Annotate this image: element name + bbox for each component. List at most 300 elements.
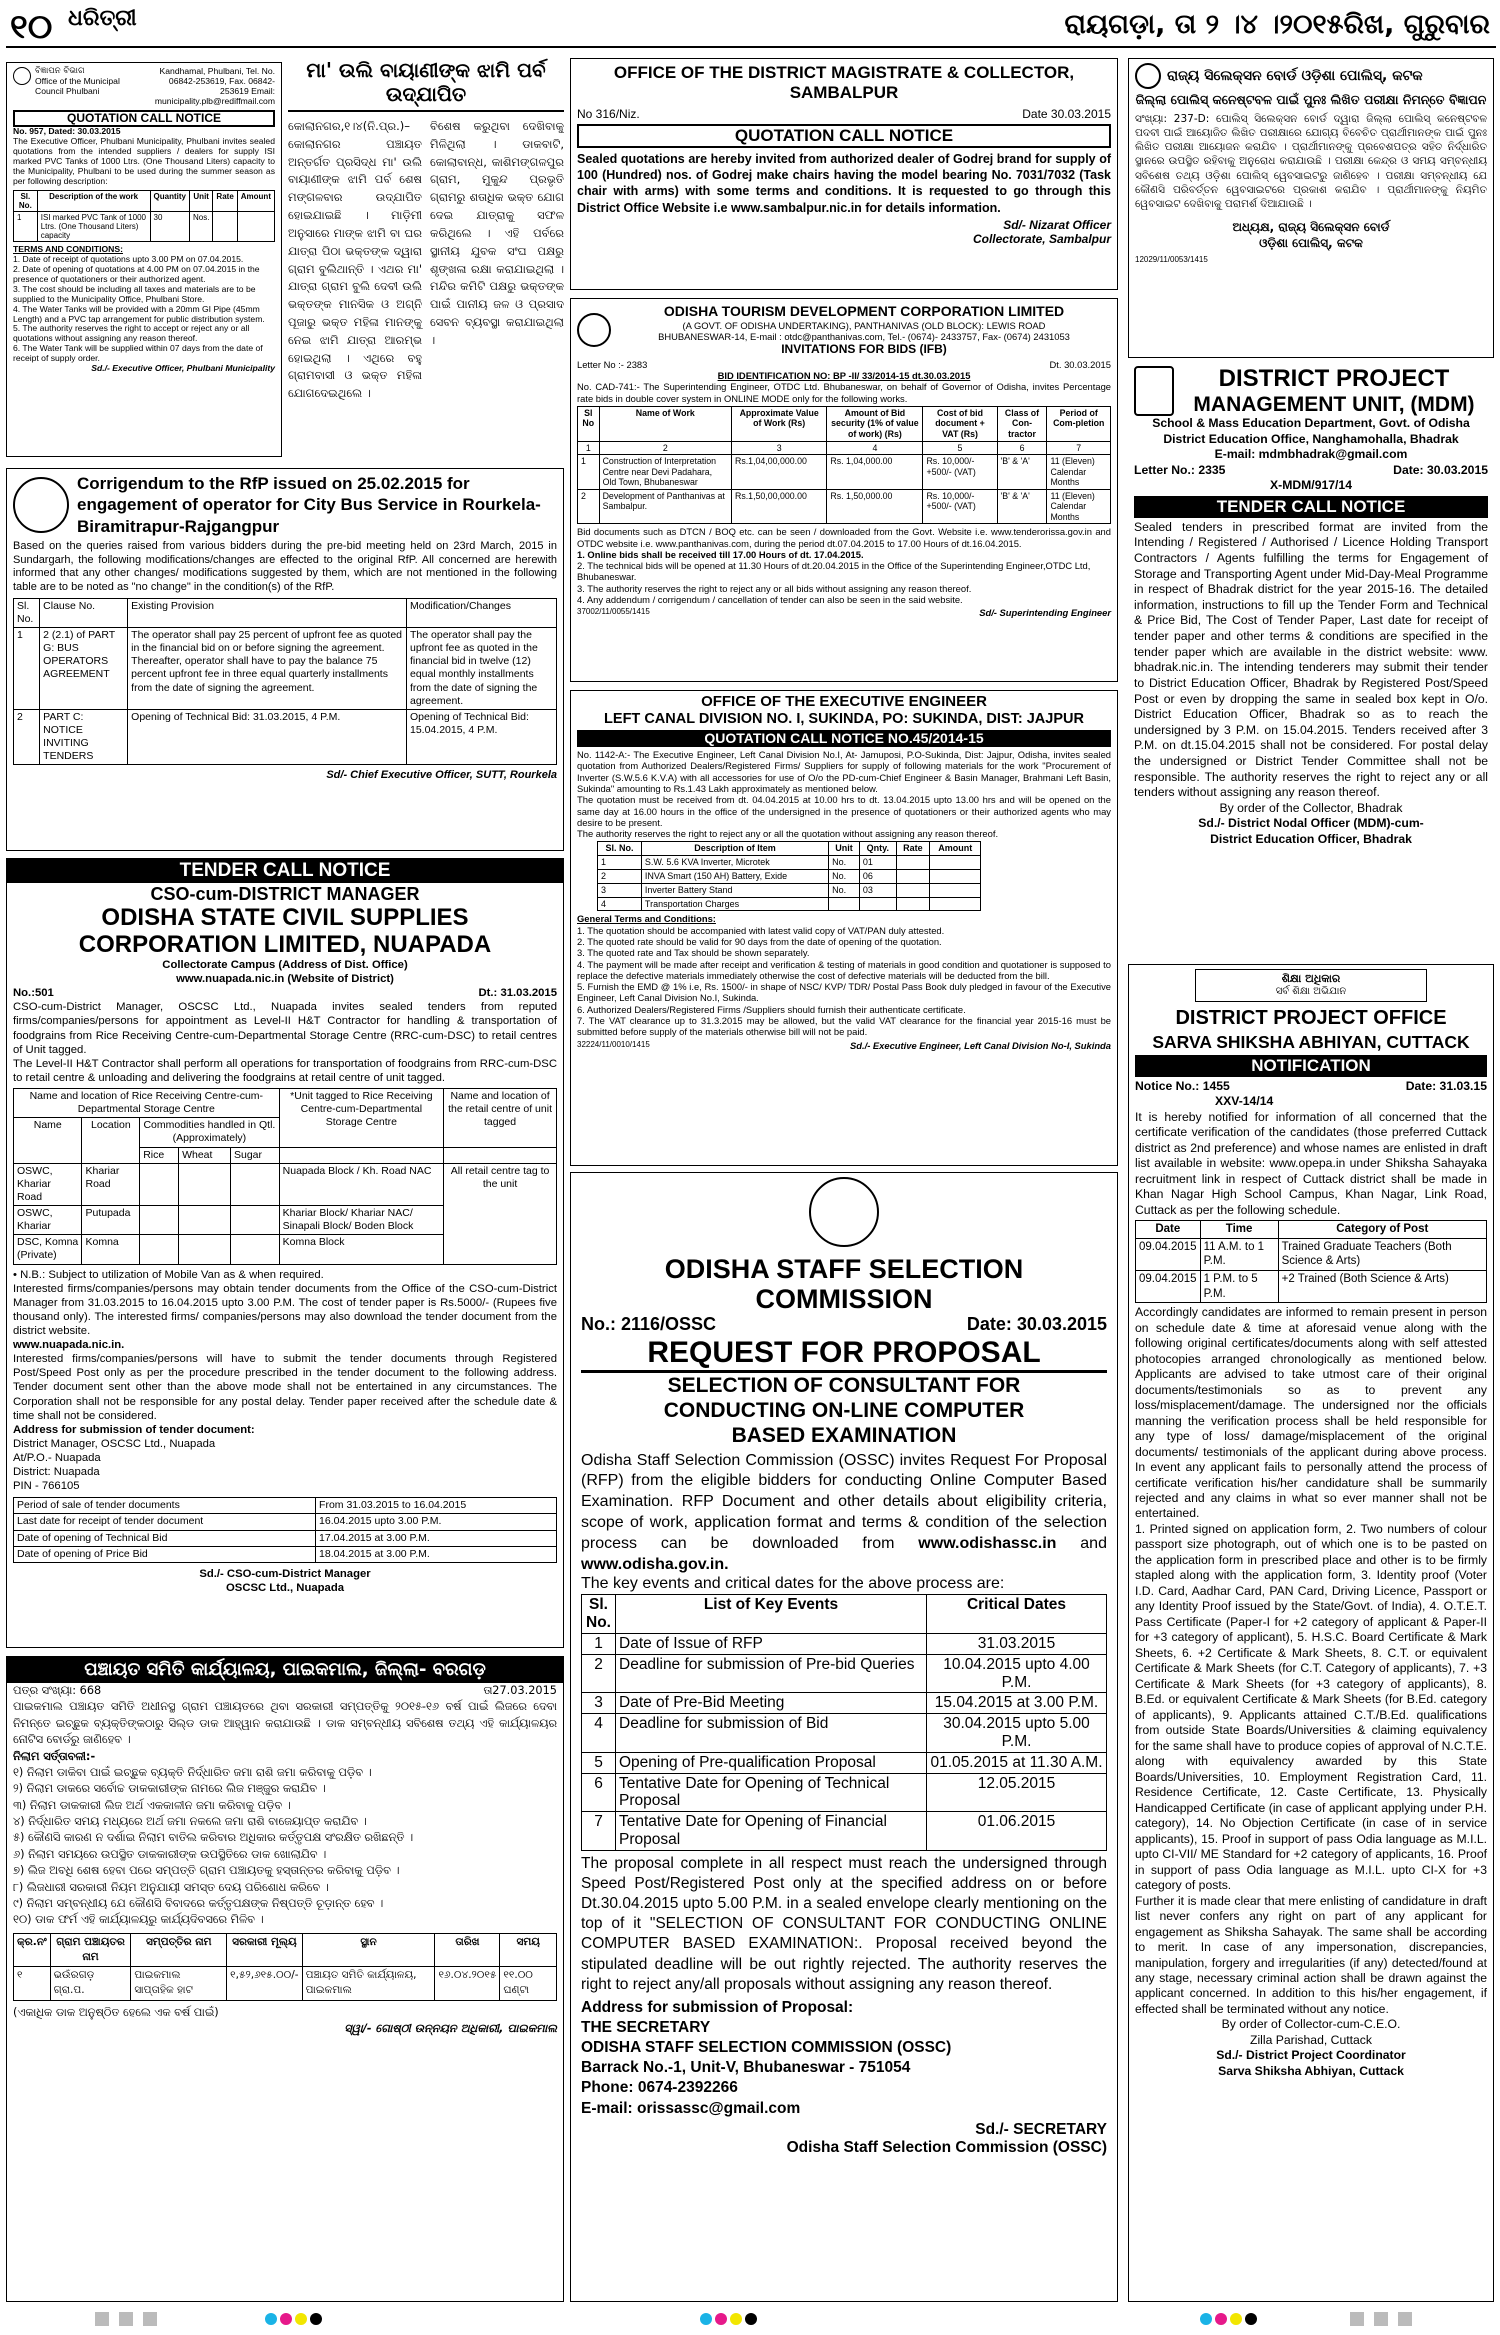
text: The key events and critical dates for the above process are: (581, 1575, 1005, 1593)
text: ୨) ନିଲାମ ଡାକରେ ସର୍ବୋଚ୍ଚ ଡାକକାରୀଙ୍କ ନାମରେ ଲିଜ ମଞ୍ଜୁର କରାଯିବ । (13, 1782, 326, 1796)
table-cell: Nuapada Block / Kh. Road NAC (279, 1163, 443, 1205)
table-row (1136, 1270, 1487, 1302)
text: CONDUCTING ON-LINE COMPUTER (663, 1399, 1025, 1423)
table-cell: 1 (14, 211, 38, 242)
table-cell: 11 (Eleven) Calendar Months (1047, 489, 1111, 524)
table-cell (237, 211, 274, 242)
phulbani-table (13, 190, 275, 243)
table-header-cell: Amount of Bid security (1% of value of work) (Rs) (827, 406, 923, 441)
table-cell: Deadline for submission of Bid (616, 1714, 927, 1753)
table-row (582, 1633, 1107, 1654)
text: No.: 2116/OSSC (581, 1314, 717, 1335)
table-cell: Date of opening of Price Bid (14, 1546, 316, 1562)
text: Date: 30.03.2015 (966, 1314, 1107, 1335)
text: Address for submission of tender document: (13, 1423, 255, 1436)
table-header-cell: Rate (896, 842, 929, 856)
color-dots-1 (265, 2312, 325, 2329)
table-cell (179, 1163, 231, 1205)
table-cell (929, 870, 980, 884)
table-cell: ୧ (14, 1967, 51, 2000)
text: School & Mass Education Department, Govt. of Odisha (1152, 416, 1470, 430)
table-header-cell: List of Key Events (616, 1595, 927, 1634)
paikmal-table (13, 1933, 557, 2001)
table-header-cell: Sl. No. (582, 1595, 616, 1634)
text: • N.B.: Subject to utilization of Mobile Van as & when required. (13, 1268, 324, 1281)
table-row (14, 1089, 557, 1118)
table-cell: DSC, Komna (Private) (14, 1235, 82, 1264)
odia-article (288, 58, 564, 458)
table-cell: No. (829, 883, 860, 897)
text: Sd./- SECRETARY (975, 2120, 1107, 2138)
table-row (1136, 1221, 1487, 1239)
otdc-title: ODISHA TOURISM DEVELOPMENT CORPORATION LIMITED (663, 303, 1065, 319)
table-cell: Trained Graduate Teachers (Both Science & Arts) (1278, 1238, 1486, 1270)
text: 37002/11/0055/1415 (577, 607, 650, 617)
registration-marks-left (95, 2312, 167, 2330)
table-cell: 2 (578, 489, 600, 524)
table-row (14, 1967, 557, 2000)
table-row (14, 598, 557, 627)
table-cell: 7 (1047, 441, 1111, 455)
text: Sd/- Chief Executive Officer, SUTT, Rourkela (326, 769, 557, 782)
table-cell: Transportation Charges (641, 897, 828, 911)
page-number: ୧୦ (10, 7, 53, 47)
table-row (582, 1773, 1107, 1812)
text: 12029/11/0053/1415 (1135, 255, 1208, 265)
police-title: ରାଜ୍ୟ ସିଲେକ୍‌ସନ ବୋର୍ଡ ଓଡ଼ିଶା ପୋଲିସ୍, କଟକ (1167, 67, 1423, 84)
text: 6. The Water Tank will be supplied within 07 days from the date of receipt of supply order. (13, 343, 263, 364)
table-cell: 1 (582, 1633, 616, 1654)
table-cell: Deadline for submission of Pre-bid Queries (616, 1654, 927, 1693)
table-cell: Rice (140, 1147, 179, 1163)
table-header-cell: ତାରିଖ (435, 1933, 500, 1966)
table-cell: OSWC, Khariar (14, 1206, 82, 1235)
table-cell: 3 (731, 441, 826, 455)
table-row (598, 856, 981, 870)
table-cell: Opening of Pre-qualification Proposal (616, 1752, 927, 1773)
ssa-notice (1128, 964, 1494, 2302)
table-header-cell: Description of the work (37, 190, 150, 211)
table-row (582, 1714, 1107, 1753)
table-cell: Khariar Road (82, 1163, 140, 1205)
table-header-cell: Sl No (578, 406, 600, 441)
text: (ଏକାଧିକ ଡାକ ଅନୁଷ୍ଠିତ ହେଲେ ଏକ ବର୍ଷ ପାଇଁ) (13, 2005, 219, 2019)
oscsc-band: TENDER CALL NOTICE (7, 859, 563, 883)
table-cell: From 31.03.2015 to 16.04.2015 (316, 1498, 557, 1514)
table-row (14, 1530, 557, 1546)
table-cell (929, 883, 980, 897)
text: ୮) ଲିଜଧାରୀ ସରକାରୀ ନିୟମ ଅନୁଯାୟୀ ସମସ୍ତ ଦେୟ ପରିଶୋଧ କରିବେ । (13, 1880, 329, 1894)
text: www.nuapada.nic.in (Website of District) (176, 973, 394, 986)
phulbani-body: The Executive Officer, Phulbani Municipality, Phulbani invites sealed quotations from the intended suppliers / dealers for supply ISI marked PVC Tanks of 1000 Ltrs. (One Thousand Liters) capacity to the Municipality, Phulbani to be used during the summer season as per following description: (13, 136, 275, 186)
table-cell (859, 897, 896, 911)
table-row (14, 1514, 557, 1530)
text: Sealed quotations are hereby invited from authorized dealer of Godrej brand for supply of 100 (Hundred) nos. of Godrej make chairs having the model bearing No. 7031/7032 (Task chair with arms) with some terms and conditions. It is requested to go through this District Office Website i.e (577, 151, 1111, 215)
table-cell: Name (14, 1118, 82, 1163)
table-cell: 1 (598, 856, 642, 870)
table-cell: Sugar (230, 1147, 279, 1163)
sambalpur-website: www.sambalpur.nic.in (731, 200, 862, 215)
text: 32224/11/0010/1415 (577, 1039, 650, 1049)
phulbani-title: QUOTATION CALL NOTICE (13, 110, 275, 128)
table-header-cell: Description of Item (641, 842, 828, 856)
text: Accordingly candidates are informed to remain present in person on schedule date & time at aforesaid venue along with the following original certificates/documents along with self attested photocopies arranged chronologically as mentioned below. Applicants are advised to take utmost care of their original documents/testimonials so as to prevent any loss/misplacement/damage. The undersigned nor the officials manning the verification process shall be held responsible for any type of loss/ damage/misplacement of the original documents/ testimonials of the applicant during above process. In event any applicant fails to personally attend the process of certificate verification his/her candidature shall be summarily rejected and any claims in what so ever manner shall not be entertained. (1135, 1305, 1487, 1521)
table-row (578, 489, 1111, 524)
text: Based on the queries raised from various bidders during the pre-bid meeting held on 23rd March, 2015 in Sundargarh, the following modifications/changes are effected to the original RfP. All concerned are herewith informed that any other changes/ modifications suggested by them, which are not mentioned in the following table are to be noted as "no change" in the condition(s) of the RfP. (13, 539, 557, 593)
text: ୭) ଲିଜ ଅବଧି ଶେଷ ହେବା ପରେ ସମ୍ପତ୍ତି ଗ୍ରାମ ପଞ୍ଚାୟତକୁ ହସ୍ତାନ୍ତର କରିବାକୁ ପଡ଼ିବ । (13, 1864, 400, 1878)
text: 4. The Water Tanks will be provided with a 20mm GI Pipe (45mm Length) and a PVC tap arrangement for public distribution system. (13, 303, 265, 324)
text: NOTIFICATION (1135, 1055, 1487, 1077)
table-header-cell: ଗ୍ରାମ ପଞ୍ଚାୟତର ନାମ (50, 1933, 131, 1966)
text: OSCSC Ltd., Nuapada (226, 1581, 344, 1594)
table-cell: 3 (582, 1693, 616, 1714)
ossc-website-2: www.odisha.gov.in. (581, 1555, 729, 1573)
police-emblem-icon (1135, 63, 1161, 89)
table-row (582, 1812, 1107, 1851)
table-cell: Tentative Date for Opening of Technical Proposal (616, 1773, 927, 1812)
text: 1. Printed signed on application form, 2. Two numbers of colour passport size photograph, out of which one is to be pasted on the application form in prescribed place and other is to be firmly stapled along with the application form, 3. Identity proof (Voter I.D. Card, Aadhar Card, PAN Card, Driving Licence, Passport or any Identity Proof issued by the State/Govt. of India), 4. O.T.E.T. Pass Certificate (Paper-I for +2 category of applicant & Paper-II for +3 category of applicant), 5. H.S.C. Board Certificate & Mark Sheets, 6. +2 Certificate & Mark Sheets, 8. C.T. or equivalent Certificate & Mark Sheets (for C.T. Category of applicants), 7. +3 Certificate & Mark Sheets (for +3 category of applicants), 8. B.Ed. or equivalent Certificate & Mark Sheets (for B.Ed. category of applicants), 9. Applicants attained C.T./B.Ed. qualifications from outside State Boards/Universities & claiming equivalency for the same shall have to produce copies of approval of N.C.T.E. along with equivalency awarded by this State Boards/Universities, 10. Employment Registration Card, 11. Residence Certificate, 12. Caste Certificate, 13. Physically Handicapped Certificate (in case of applicant applying under P.H. category), 14. No Objection Certificate (in case of in service applicants), 15. Proof in support of pass Odia language as M.I.L. upto CI-VII/ ME Standard for +2 category of applicants, 16. Proof in support of pass Odia language as M.I.L. upto CI-X for +3 category of posts. (1135, 1521, 1487, 1893)
table-cell: 30 (150, 211, 189, 242)
table-cell: 10.04.2015 upto 4.00 P.M. (927, 1654, 1107, 1693)
table-cell: No. (829, 870, 860, 884)
text: District Education Officer, Bhadrak (1210, 831, 1412, 846)
table-cell: 6 (997, 441, 1047, 455)
table-header-cell: କ୍ର.ନଂ (14, 1933, 51, 1966)
sutt-title: Corrigendum to the RfP issued on 25.02.2015 for engagement of operator for City Bus Service in Rourkela-Biramitrapur-Rajgangpur (77, 474, 541, 536)
otdc-logo-icon (577, 313, 611, 347)
table-cell: INVA Smart (150 AH) Battery, Exide (641, 870, 828, 884)
text: THE SECRETARY (581, 2018, 711, 2036)
table-row (598, 883, 981, 897)
table-header-cell: Approximate Value of Work (Rs) (731, 406, 826, 441)
text: LEFT CANAL DIVISION NO. I, SUKINDA, PO: SUKINDA, DIST: JAJPUR (604, 711, 1084, 727)
text: General Terms and Conditions: (577, 913, 716, 925)
text: (A GOVT. OF ODISHA UNDERTAKING), PANTHANIVAS (OLD BLOCK): LEWIS ROAD (682, 319, 1046, 331)
table-cell: 2 (582, 1654, 616, 1693)
table-cell: 11 A.M. to 1 P.M. (1200, 1238, 1278, 1270)
table-cell (140, 1163, 179, 1205)
page-header (6, 4, 1496, 48)
odia-article-title: ମା' ଉଲି ବାୟାଣୀଙ୍କ ଝାମି ପର୍ବ ଉଦ୍‌ଯାପିତ (288, 58, 564, 112)
table-cell (896, 883, 929, 897)
text: 5. Furnish the EMD @ 1% i.e, Rs. 1500/- in shape of NSC/ KVP/ TDR/ Postal Pass Book duly pledged in favour of the Executive Engineer, Left Canal Division No.I, Sukinda. (577, 981, 1111, 1004)
table-cell: The operator shall pay the upfront fee as quoted in the financial bid in twelve (12) equal monthly installments from the date of signing the agreement. (407, 628, 557, 710)
paikmal-title: ପଞ୍ଚାୟତ ସମିତି କାର୍ଯ୍ୟାଳୟ, ପାଇକମାଲ, ଜିଲ୍ଲା- ବରଗଡ଼ (7, 1657, 563, 1683)
color-dots-3 (1200, 2312, 1260, 2329)
table-cell: 1 (14, 628, 40, 710)
table-cell: All retail centre tag to the unit (444, 1163, 557, 1264)
text: No. CAD-741:- The Superintending Engineer, OTDC Ltd. Bhubaneswar, on behalf of Governor of Odisha, invites Percentage rate bids in double cover system in ONLINE MODE only for the following works. (577, 381, 1111, 404)
table-header-cell: ସରକାରୀ ମୂଲ୍ୟ (227, 1933, 302, 1966)
ssa-title: DISTRICT PROJECT OFFICE (1175, 1006, 1447, 1029)
table-cell: 'B' & 'A' (997, 455, 1047, 490)
sukinda-title: OFFICE OF THE EXECUTIVE ENGINEER (701, 693, 987, 710)
table-header-cell: Cost of bid document + VAT (Rs) (923, 406, 997, 441)
text: The authority reserves the right to reject any or all the quotation without assigning any reason thereof. (577, 828, 999, 840)
table-header-cell: Rate (213, 190, 237, 211)
school-emblem-icon (1134, 366, 1174, 416)
table-cell: *Unit tagged to Rice Receiving Centre-cum-Departmental Storage Centre (279, 1089, 443, 1148)
text: The quotation must be received from dt. 04.04.2015 at 10.00 hrs to dt. 13.04.2015 upto 13.00 hrs and will be opened on the same day at 16.00 hours in the office of the undersigned in the presence of quotationers or their authorized agents who may desire to be present. (577, 794, 1111, 828)
table-cell: OSWC, Khariar Road (14, 1163, 82, 1205)
text: 2. The quoted rate should be valid for 90 days from the date of opening of the quotation. (577, 935, 942, 947)
phulbani-notice (6, 62, 282, 457)
text: By order of Collector-cum-C.E.O. (1221, 2017, 1401, 2032)
text: XXV-14/14 (1215, 1094, 1274, 1109)
table-cell: 4 (827, 441, 923, 455)
mdm-notice (1128, 364, 1494, 924)
text: Sarva Shiksha Abhiyan, Cuttack (1218, 2063, 1404, 2078)
sambalpur-subtitle: QUOTATION CALL NOTICE (577, 124, 1111, 148)
table-cell: +2 Trained (Both Science & Arts) (1278, 1270, 1486, 1302)
text: 1. Date of receipt of quotations upto 3.00 PM on 07.04.2015. (13, 254, 244, 265)
text: Sd./- Executive Engineer, Left Canal Division No-I, Sukinda (850, 1039, 1111, 1051)
phulbani-no: No. 957, Dated: 30.03.2015 (13, 126, 121, 137)
table-row (14, 190, 275, 211)
table-cell: ISI marked PVC Tank of 1000 Ltrs. (One Thousand Liters) capacity (37, 211, 150, 242)
table-cell: Rs.1,04,00,000.00 (731, 455, 826, 490)
ossc-website-1: www.odishassc.in (918, 1534, 1057, 1552)
table-cell: 4 (598, 897, 642, 911)
oscsc-table (13, 1088, 557, 1265)
table-cell: Rs. 10,000/- +500/- (VAT) (923, 489, 997, 524)
phulbani-office-odia: ବିଜ୍ଞାପନ ବିଭାଗ (35, 66, 85, 76)
table-cell (929, 897, 980, 911)
text: Interested firms/companies/persons may obtain tender documents from the Office of the CSO-cum-District Manager from 31.03.2015 to 16.04.2015 upto 3.00 P.M. The cost of tender paper is Rs.5000/- (Rupees five thousand only). The interested firms/ companies/persons may also download the tender document from the district website. (13, 1282, 557, 1337)
oscsc-schedule (13, 1497, 557, 1563)
otdc-notice (570, 298, 1118, 682)
registration-marks-right (1350, 2312, 1422, 2330)
odia-article-col1: କୋଲାନଗର,୧।୪(ନି.ପ୍ର.)– କୋଲାନଗର ପଞ୍ଚାୟତ ଅନ୍ତର୍ଗତ ପ୍ରସିଦ୍ଧ ମା' ଉଲି ବାୟାଣୀଙ୍କ ଝାମି ପର୍ବ ଶେଷ ମଙ୍ଗଳବାର ଉଦ୍‌ଯାପିତ ହୋଇଯାଇଛି । ମାଡ଼ିମୀ ଅନୁସାରେ ମାଙ୍କ ଝାମି ବା ଘର ଯାତ୍ରା ପିଠା ଭକ୍ତଙ୍କ ଦ୍ୱାରା ଗ୍ରାମ ବୁଲିଥାନ୍ତି । ଏଥର ମା' ଯାତ୍ରା ଗ୍ରାମ ବୁଲି ଦେବୀ ଉଲି ଭକ୍ତଙ୍କ ମାନସିକ ଓ ଅଗ୍ନି ପୂଜାରୁ ଭକ୍ତ ମହିଳା ମାନଙ୍କୁ ନେଇ ଝାମି ଯାତ୍ରା ଆରମ୍ଭ ହୋଇଥିଲା । ଏଥିରେ ବହୁ ଗ୍ରାମବାସୀ ଓ ଭକ୍ତ ମହିଳା ଯୋଗଦେଇଥିଲେ । (288, 119, 422, 401)
table-header-cell: Critical Dates (927, 1595, 1107, 1634)
phulbani-address: Kandhamal, Phulbani, Tel. No. 06842-253619, Fax. 06842-253619 Email: municipality.plb@rediffmail.com (154, 66, 275, 106)
newspaper-logo: ଧରିତ୍ରୀ (68, 5, 137, 31)
table-row (578, 441, 1111, 455)
text: CSO-cum-DISTRICT MANAGER (150, 883, 420, 904)
table-row (14, 1163, 557, 1205)
sukinda-table (597, 841, 981, 911)
table-header-cell: Unit (189, 190, 212, 211)
page-date: ରାୟଗଡ଼ା, ତା ୨ ।୪ ।୨୦୧୫ରିଖ, ଗୁରୁବାର (1064, 9, 1490, 40)
table-row (598, 842, 981, 856)
text: Zilla Parishad, Cuttack (1250, 2032, 1372, 2047)
table-cell: 03 (859, 883, 896, 897)
phulbani-terms-title: TERMS AND CONDITIONS: (13, 244, 123, 255)
text: CSO-cum-District Manager, OSCSC Ltd., Nuapada invites sealed tenders from reputed firms/companies/persons for appointment as Level-II H&T Contractor for handling & transportation of foodgrains from Rice Receiving Centre-cum-Departmental Storage Centre (RRC-cum-DSC) to retail centres of Unit tagged. (13, 1001, 557, 1056)
text: CORPORATION LIMITED, NUAPADA (78, 930, 492, 958)
text: Collectorate, Sambalpur (972, 232, 1111, 247)
text: 3. The quoted rate and Tax should be shown separately. (577, 947, 810, 959)
table-row (582, 1654, 1107, 1693)
table-cell: Construction of Interpretation Centre near Devi Padahara, Old Town, Bhubaneswar (599, 455, 731, 490)
oscsc-notice (6, 858, 564, 1648)
table-row (14, 1546, 557, 1562)
table-cell: ପଞ୍ଚାୟତ ସମିତି କାର୍ଯ୍ୟାଳୟ, ପାଇକମାଲ (302, 1967, 435, 2000)
otdc-table (577, 406, 1111, 524)
text: Sealed tenders in prescribed format are invited from the Intending / Registered / Authorised / Licence Holding Transport Contractors / Agents fulfilling the terms for Engagement of Storage and Transporting Agent under Mid-Day-Meal Programme in respect of Bhadrak district for the year 2015-16. The detailed information, instructions to fill up the Tender Form and Technical & Price Bid, The Cost of Tender Paper, Last date for receipt of tender paper and other terms & conditions are specified in the tender paper which are available in the district website: www. bhadrak.nic.in. The intending tenderers may submit their tender to District Education Officer, Bhadrak by Registered Post/Speed Post or even by dropping the same in sealed box kept in O/o. District Education Officer, Bhadrak so as to reach the undersigned by 3 P.M. on 15.04.2015. Tenders received after 3 P.M. on dt.15.04.2015 shall not be considered. For postal delay the undersigned or District Tender Committee shall not be responsible. The authority reserves the right to reject any or all tenders without assigning any reason thereof. (1134, 519, 1488, 800)
table-row (1136, 1238, 1487, 1270)
table-cell: ଭଉଁରଗଡ଼ ଗ୍ରା.ପ. (50, 1967, 131, 2000)
table-row (14, 709, 557, 765)
table-cell: 4 (582, 1714, 616, 1753)
text: 1. Online bids shall be received till 17.00 Hours of dt. 17.04.2015. (577, 548, 864, 560)
table-header-cell: Unit (829, 842, 860, 856)
text: No.:501 (13, 987, 54, 1000)
table-cell: Wheat (179, 1147, 231, 1163)
table-header-cell: ସମୟ (500, 1933, 557, 1966)
table-header-cell: Category of Post (1278, 1221, 1486, 1239)
table-header-cell: Class of Con-tractor (997, 406, 1047, 441)
text: Notice No.: 1455 (1135, 1078, 1230, 1093)
table-cell (279, 1147, 443, 1163)
text: QUOTATION CALL NOTICE NO.45/2014-15 (577, 730, 1111, 747)
table-cell: Komna (82, 1235, 140, 1264)
text: and (1080, 1534, 1107, 1552)
table-cell: 31.03.2015 (927, 1633, 1107, 1654)
text: Sd/- Superintending Engineer (979, 607, 1111, 619)
table-cell: Opening of Technical Bid: 31.03.2015, 4 P.M. (128, 709, 407, 765)
table-cell (179, 1206, 231, 1235)
table-row (582, 1595, 1107, 1634)
table-cell: Period of sale of tender documents (14, 1498, 316, 1514)
text: Bid documents such as DTCN / BOQ etc. can be seen / downloaded from the Govt. Website i.e. www.tenderorissa.gov.in and OTDC website i.e. www.panthanivas.com, during the period dt.07.04.2015 to 17.00 Hours of dt.16.04.2015. (577, 526, 1111, 549)
text: It is hereby notified for information of all concerned that the certificate verification of the candidates (those preferred Cuttack district as 2nd preference) and whose names are enlisted in draft list available in website: www.opepa.in under Shiksha Sahayaka recruitment link in respect of Cuttack district shall be made in Khan Nagar High School Campus, Khan Nagar, Link Road, Cuttack as per the following schedule. (1135, 1109, 1487, 1217)
police-body: ସଂଖ୍ୟା: 237-D: ପୋଲିସ୍ ସିଲେକ୍‌ସନ ବୋର୍ଡ ଦ୍ୱାରା ଜିଲ୍ଲା ପୋଲିସ୍ କନେଷ୍ଟବଳ ପଦବୀ ପାଇଁ ଆୟୋଜିତ ଲିଖିତ ପରୀକ୍ଷାରେ ଯୋଗ୍ୟ ବିବେଚିତ ପ୍ରାର୍ଥୀମାନଙ୍କ ପାଇଁ ପୁନଃ ଲିଖିତ ପରୀକ୍ଷା ଆୟୋଜନ କରାଯିବ । ପ୍ରାର୍ଥୀମାନଙ୍କୁ ପ୍ରବେଶପତ୍ର ସହିତ ନିର୍ଦ୍ଧାରିତ ସ୍ଥାନରେ ଉପସ୍ଥିତ ରହିବାକୁ ଅନୁରୋଧ କରାଯାଉଛି । ପରୀକ୍ଷା କେନ୍ଦ୍ର ଓ ସମୟ ସମ୍ବନ୍ଧୀୟ ସବିଶେଷ ତଥ୍ୟ ଓଡ଼ିଶା ପୋଲିସ୍ ୱେବସାଇଟରୁ ଜାଣିହେବ । ପରୀକ୍ଷା ସମ୍ବନ୍ଧୀୟ ଯେ କୌଣସି ପରିବର୍ତ୍ତନ ୱେବସାଇଟରେ ପ୍ରକାଶ କରାଯିବ । ପ୍ରାର୍ଥୀମାନଙ୍କୁ ନିୟମିତ ୱେବସାଇଟ ଦେଖିବାକୁ ପରାମର୍ଶ ଦିଆଯାଉଛି । (1135, 112, 1487, 210)
text: SELECTION OF CONSULTANT FOR (667, 1374, 1021, 1398)
table-header-cell: Sl. No. (598, 842, 642, 856)
text: SARVA SHIKSHA ABHIYAN, CUTTACK (1152, 1032, 1470, 1053)
ossc-title: ODISHA STAFF SELECTION COMMISSION (664, 1253, 1024, 1314)
table-cell: 5 (582, 1752, 616, 1773)
text: Date: 31.03.15 (1405, 1078, 1487, 1093)
phulbani-emblem-icon (13, 67, 31, 85)
ossc-table (581, 1594, 1107, 1851)
text: ପାଇକମାଲ ପଞ୍ଚାୟତ ସମିତି ଅଧୀନସ୍ଥ ଗ୍ରାମ ପଞ୍ଚାୟତରେ ଥିବା ସରକାରୀ ସମ୍ପତ୍ତିକୁ ୨୦୧୫-୧୬ ବର୍ଷ ପାଇଁ ଲିଜରେ ଦେବା ନିମନ୍ତେ ଇଚ୍ଛୁକ ବ୍ୟକ୍ତିଙ୍କଠାରୁ ସିଲ୍‌ଡ ଡାକ ଆହ୍ୱାନ କରାଯାଉଛି । ଡାକ ସମ୍ବନ୍ଧୀୟ ସବିଶେଷ ତଥ୍ୟ ଏହି କାର୍ଯ୍ୟାଳୟର ନୋଟିସ ବୋର୍ଡରୁ ଜାଣିହେବ । (13, 1700, 557, 1747)
text: ୬) ନିଲାମ ସମୟରେ ଉପସ୍ଥିତ ଡାକକାରୀଙ୍କ ଉପସ୍ଥିତିରେ ଡାକ ଖୋଲାଯିବ । (13, 1847, 327, 1861)
table-cell: 6 (582, 1773, 616, 1812)
text: ନିଲାମ ସର୍ତ୍ତାବଳୀ:- (13, 1749, 96, 1763)
table-cell: Date of Pre-Bid Meeting (616, 1693, 927, 1714)
text: Sd./- District Project Coordinator (1216, 2048, 1406, 2063)
table-cell: 17.04.2015 at 3.00 P.M. (316, 1530, 557, 1546)
text: 6. Authorized Dealers/Registered Firms /Suppliers should furnish their authenticate certificate. (577, 1003, 966, 1015)
table-header-cell: Amount (929, 842, 980, 856)
table-cell: 30.04.2015 upto 5.00 P.M. (927, 1714, 1107, 1753)
text: Sd./- CSO-cum-District Manager (199, 1567, 371, 1580)
table-cell: Rs. 10,000/- +500/- (VAT) (923, 455, 997, 490)
text: District Education Office, Nanghamohalla, Bhadrak (1163, 431, 1459, 446)
text: PIN - 766105 (13, 1480, 80, 1493)
table-cell: 2 (599, 441, 731, 455)
text: MANAGEMENT UNIT, (MDM) (1193, 392, 1475, 416)
table-cell: Rs.1,50,00,000.00 (731, 489, 826, 524)
text: Barrack No.-1, Unit-V, Bhubaneswar - 751054 (581, 2059, 911, 2077)
table-cell: The operator shall pay 25 percent of upfront fee as quoted in the financial bid on or before signing the agreement. Thereafter, operator shall have to pay the balance 75 percent upfront fee in three equal quarterly installments from the date of signing the agreement. (128, 628, 407, 710)
table-cell (829, 897, 860, 911)
text: The Level-II H&T Contractor shall perform all operations for transportation of foodgrains from RRC-cum-DSC to retail centre & unloading and delivering the foodgrains at retail centre of unit tagged. (13, 1057, 557, 1084)
table-cell: ୧୧.୦୦ ଘଣ୍ଟା (500, 1967, 557, 2000)
text: District Manager, OSCSC Ltd., Nuapada (13, 1437, 216, 1450)
police-notice (1128, 58, 1494, 358)
text: Date: 30.03.2015 (1393, 462, 1488, 477)
text: Odisha Staff Selection Commission (OSSC) (786, 2138, 1107, 2156)
table-cell: 16.04.2015 upto 3.00 P.M. (316, 1514, 557, 1530)
table-cell: Existing Provision (128, 598, 407, 627)
table-row (14, 211, 275, 242)
table-cell: 1 (578, 455, 600, 490)
table-header-cell: ସ୍ଥାନ (302, 1933, 435, 1966)
table-cell: ୧,୫୨,୬୧୫.୦୦/- (227, 1967, 302, 2000)
text: Address for submission of Proposal: (581, 1998, 854, 2016)
text: E-mail: mdmbhadrak@gmail.com (1214, 447, 1408, 462)
sutt-notice (6, 468, 564, 851)
table-row (582, 1752, 1107, 1773)
table-cell: Opening of Technical Bid: 15.04.2015, 4 P.M. (407, 709, 557, 765)
table-cell: Location (82, 1118, 140, 1163)
text: Further it is made clear that mere enlisting of candidature in draft list never confers any right on part of any applicant for engagement as Shiksha Sahayak. The same shall be according to merit. In case of any impersonation, discrepancies, manipulation, forgery and irregularities (if any) detected/found at any stage, necessary criminal action shall be drawn against the applicant concerned. In addition to this his/her engagement, if effected shall be terminated without any notice. (1135, 1893, 1487, 2016)
table-cell: Modification/Changes (407, 598, 557, 627)
table-cell: ପାଇକମାଲ ସାପ୍ତାହିକ ହାଟ (131, 1967, 227, 2000)
phulbani-signature: Sd./- Executive Officer, Phulbani Municipality (91, 362, 275, 373)
table-row (14, 1933, 557, 1966)
text: Dt. 30.03.2015 (1049, 358, 1111, 370)
text: ଅଧ୍ୟକ୍ଷ, ରାଜ୍ୟ ସିଲେକ୍‌ସନ ବୋର୍ଡ (1232, 220, 1390, 235)
table-cell: No. (829, 856, 860, 870)
table-cell: Rs. 1,50,000.00 (827, 489, 923, 524)
text: District: Nuapada (13, 1466, 100, 1479)
text: ପତ୍ର ସଂଖ୍ୟା: 668 (13, 1684, 102, 1698)
text: Date 30.03.2015 (1022, 106, 1111, 121)
table-cell: Clause No. (40, 598, 128, 627)
table-header-cell: Period of Com-pletion (1047, 406, 1111, 441)
table-cell: Date of opening of Technical Bid (14, 1530, 316, 1546)
text: No 316/Niz. (577, 106, 640, 121)
paikmal-notice (6, 1656, 564, 2302)
text: X-MDM/917/14 (1270, 478, 1352, 493)
text: 4. The payment will be made after receipt and verification & testing of materials in good condition and quotationer is supposed to replace the defective materials immediately otherwise the cost of defective materials will be deducted from the bill. (577, 958, 1111, 981)
table-cell: 11 (Eleven) Calendar Months (1047, 455, 1111, 490)
text: 4. Any addendum / corrigendum / cancellation of tender can also be seen in the said website. (577, 594, 963, 606)
table-cell: Tentative Date for Opening of Financial Proposal (616, 1812, 927, 1851)
table-cell (179, 1235, 231, 1264)
table-row (14, 1498, 557, 1514)
color-dots-2 (700, 2312, 760, 2329)
text: ତା27.03.2015 (483, 1684, 557, 1698)
table-cell: 2 (2.1) of PART G: BUS OPERATORS AGREEMENT (40, 628, 128, 710)
table-row (598, 897, 981, 911)
text: Dt.: 31.03.2015 (478, 987, 557, 1000)
ossc-rfp-heading: REQUEST FOR PROPOSAL (581, 1336, 1107, 1374)
text: BASED EXAMINATION (731, 1424, 957, 1448)
table-cell: Sl. No. (14, 598, 40, 627)
sambalpur-notice (570, 58, 1118, 290)
table-cell: Name and location of the retail centre of unit tagged (444, 1089, 557, 1148)
sutt-table (13, 598, 557, 766)
table-cell: 3 (598, 883, 642, 897)
text: Phone: 0674-2392266 (581, 2079, 738, 2097)
table-cell: Inverter Battery Stand (641, 883, 828, 897)
table-cell: Last date for receipt of tender document (14, 1514, 316, 1530)
table-cell: 01 (859, 856, 896, 870)
mdm-title: DISTRICT PROJECT (1218, 365, 1450, 393)
table-cell: ୧୬.୦୪.୨୦୧୫ (435, 1967, 500, 2000)
text: for details information. (865, 200, 1001, 215)
table-header-cell: Name of Work (599, 406, 731, 441)
table-cell (896, 856, 929, 870)
table-row (582, 1693, 1107, 1714)
text: Interested firms/companies/persons will have to submit the tender documents through Registered Post/Speed Post only as per the procedure prescribed in the tender document to the following address. Tender document sent other than the above mode shall not be entertained in any circumstances. The Corporation shall not be responsible for any postal delay. Tender paper received after the schedule date & time shall not be considered. (13, 1353, 557, 1422)
table-cell: 18.04.2015 at 3.00 P.M. (316, 1546, 557, 1562)
